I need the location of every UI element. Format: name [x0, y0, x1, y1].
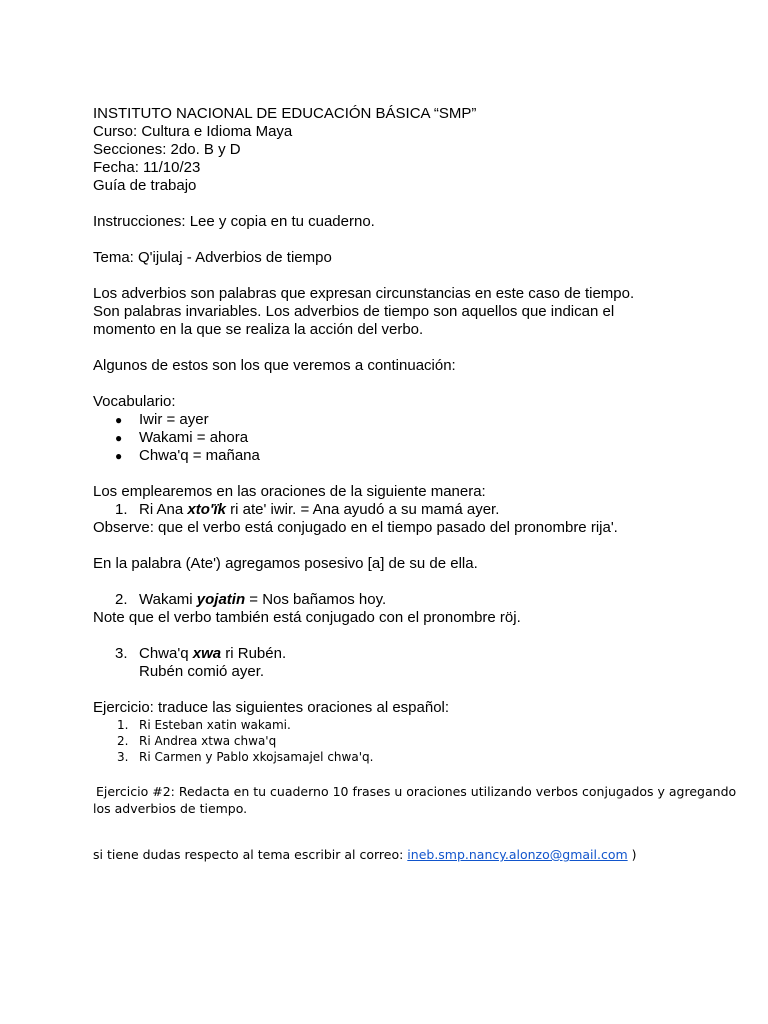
vocabulary-list [93, 411, 713, 465]
continuation-line: Algunos de estos son los que veremos a continuación: [93, 357, 456, 374]
exercise-2-line-1: Ejercicio #2: Redacta en tu cuaderno 10 frases u oraciones utilizando verbos conjugados y agregando [96, 784, 737, 799]
intro-line-3: momento en la que se realiza la acción del verbo. [93, 321, 424, 338]
instructions-line: Instrucciones: Lee y copia en tu cuaderno. [93, 213, 375, 230]
contact-text: si tiene dudas respecto al tema escribir al correo: [93, 847, 408, 862]
topic-line: Tema: Q'ijulaj - Adverbios de tiempo [93, 249, 332, 266]
example-2 [93, 591, 713, 609]
conjugation-note: Note que el verbo también está conjugado con el pronombre röj. [93, 609, 521, 626]
possessive-note: En la palabra (Ate') agregamos posesivo [a] de su de ella. [93, 555, 478, 572]
example-post: = Nos bañamos hoy. [245, 591, 387, 608]
course-line: Curso: Cultura e Idioma Maya [93, 123, 293, 140]
example-number: 1. [115, 501, 128, 518]
exercise-item-number: 1. [117, 718, 129, 732]
vocabulary-title: Vocabulario: [93, 393, 176, 410]
contact-line [93, 847, 713, 863]
example-post: ri ate' iwir. = Ana ayudó a su mamá ayer. [225, 501, 500, 518]
observe-note: Observe: que el verbo está conjugado en el tiempo pasado del pronombre rija'. [93, 519, 618, 536]
example-keyword: yojatin [196, 591, 246, 608]
exercise-2-block [93, 783, 737, 817]
vocabulary-item: ● Wakami = ahora [93, 429, 713, 447]
exercise-item-text: Ri Carmen y Pablo xkojsamajel chwa'q. [139, 750, 374, 764]
example-pre: Ri Ana [139, 501, 188, 518]
exercise-1-list [93, 717, 713, 765]
example-keyword: xto'ïk [187, 501, 226, 518]
exercise-2-line-2: los adverbios de tiempo. [93, 801, 248, 816]
contact-tail: ) [627, 847, 637, 862]
institution-title: INSTITUTO NACIONAL DE EDUCACIÓN BÁSICA “SMP” [93, 105, 477, 122]
example-keyword: xwa [192, 645, 222, 662]
example-1 [93, 501, 713, 519]
exercise-item [93, 749, 713, 765]
example-3-translation: Rubén comió ayer. [139, 663, 265, 680]
contact-email-link[interactable]: ineb.smp.nancy.alonzo@gmail.com [407, 847, 628, 862]
intro-line-2: Son palabras invariables. Los adverbios de tiempo son aquellos que indican el [93, 303, 615, 320]
exercise-item-text: Ri Andrea xtwa chwa'q [139, 734, 277, 748]
examples-lead: Los emplearemos en las oraciones de la siguiente manera: [93, 483, 486, 500]
date-line: Fecha: 11/10/23 [93, 159, 201, 176]
exercise-item [93, 733, 713, 749]
example-3 [93, 645, 713, 663]
example-number: 3. [115, 645, 128, 662]
sections-line: Secciones: 2do. B y D [93, 141, 241, 158]
exercise-item [93, 717, 713, 733]
vocabulary-item: ● Iwir = ayer [93, 411, 713, 429]
example-number: 2. [115, 591, 128, 608]
exercise-1-title: Ejercicio: traduce las siguientes oraciones al español: [93, 699, 450, 716]
exercise-item-number: 2. [117, 734, 129, 748]
example-pre: Wakami [139, 591, 197, 608]
intro-line-1: Los adverbios son palabras que expresan circunstancias en este caso de tiempo. [93, 285, 635, 302]
exercise-item-number: 3. [117, 750, 129, 764]
doc-type-line: Guía de trabajo [93, 177, 197, 194]
example-pre: Chwa'q [139, 645, 193, 662]
example-post: ri Rubén. [221, 645, 287, 662]
document-page [93, 105, 737, 863]
exercise-item-text: Ri Esteban xatin wakami. [139, 718, 291, 732]
vocabulary-item: ● Chwa'q = mañana [93, 447, 713, 465]
